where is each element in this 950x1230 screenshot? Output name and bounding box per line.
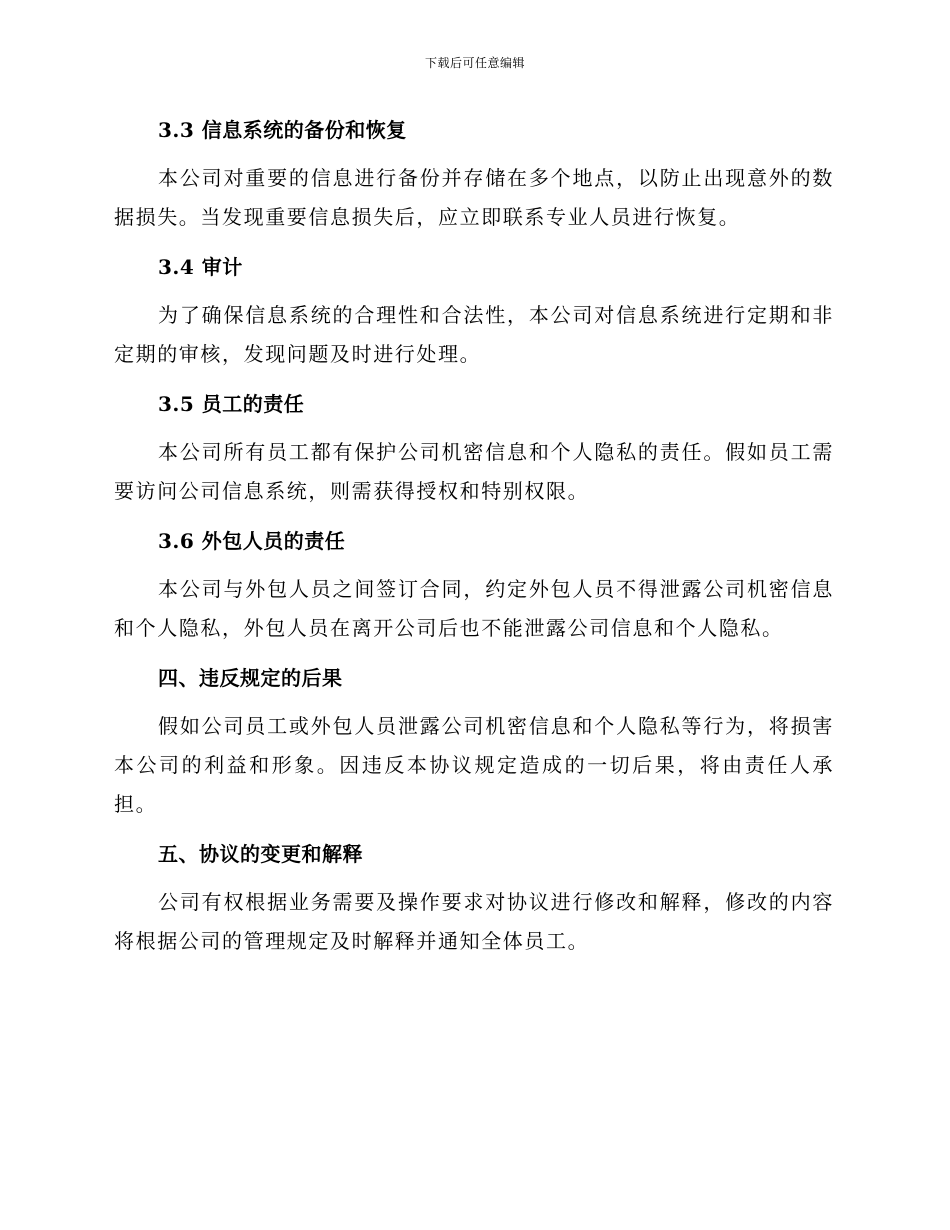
- document-body: [114, 112, 834, 961]
- section-paragraph-4: 假如公司员工或外包人员泄露公司机密信息和个人隐私等行为，将损害本公司的利益和形象。因违反本协议规定造成的一切后果，将由责任人承担。: [114, 714, 834, 816]
- page-header: 下载后可任意编辑: [424, 56, 525, 70]
- section-paragraph-5: 公司有权根据业务需要及操作要求对协议进行修改和解释，修改的内容将根据公司的管理规定及时解释并通知全体员工。: [114, 890, 834, 953]
- section-paragraph-3-6: 本公司与外包人员之间签订合同，约定外包人员不得泄露公司机密信息和个人隐私，外包人员在离开公司后也不能泄露公司信息和个人隐私。: [114, 577, 834, 640]
- section-heading-4: 四、违反规定的后果: [158, 666, 343, 690]
- section-paragraph-3-3: 本公司对重要的信息进行备份并存储在多个地点，以防止出现意外的数据损失。当发现重要信息损失后，应立即联系专业人员进行恢复。: [114, 166, 834, 229]
- section-heading-3-6: 3.6 外包人员的责任: [158, 529, 346, 553]
- section-paragraph-3-4: 为了确保信息系统的合理性和合法性，本公司对信息系统进行定期和非定期的审核，发现问题及时进行处理。: [114, 303, 834, 366]
- section-heading-3-3: 3.3 信息系统的备份和恢复: [158, 118, 407, 142]
- section-heading-5: 五、协议的变更和解释: [158, 842, 363, 866]
- section-heading-3-5: 3.5 员工的责任: [158, 392, 305, 416]
- section-heading-3-4: 3.4 审计: [158, 255, 243, 279]
- section-paragraph-3-5: 本公司所有员工都有保护公司机密信息和个人隐私的责任。假如员工需要访问公司信息系统，则需获得授权和特别权限。: [114, 440, 834, 503]
